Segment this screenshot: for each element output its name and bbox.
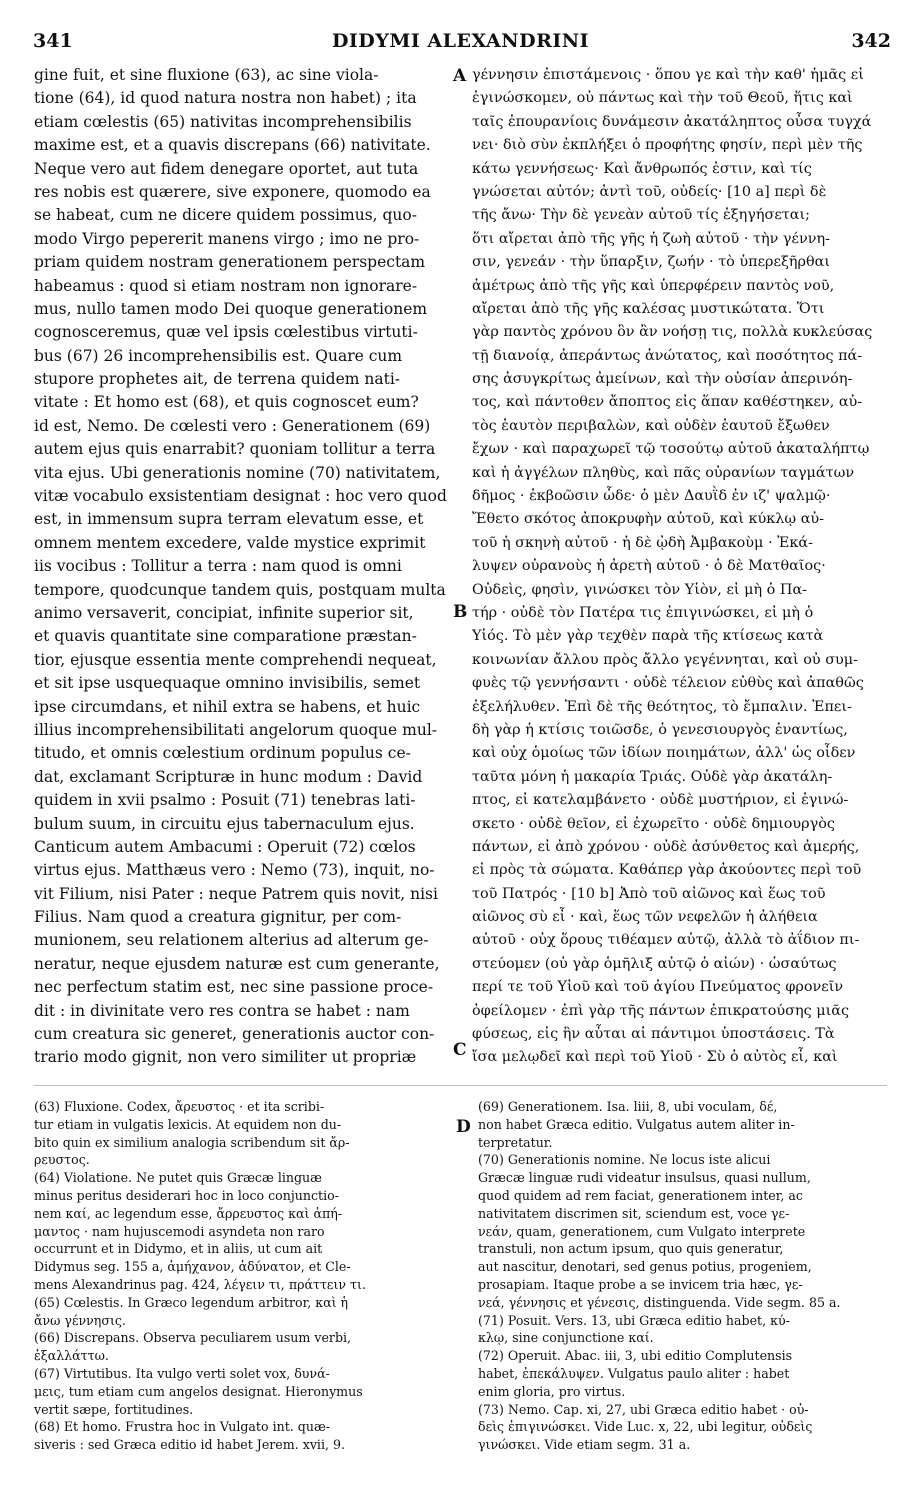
latin-text-line: munionem, seu relationem alterius ad alterum ge- [34, 931, 429, 950]
greek-text-line: πάντων, εἰ ἀπὸ χρόνου · οὐδὲ ἀσύνθετος καὶ ἀμερής, [472, 838, 860, 855]
footnote-line: habet, ἐπεκάλυψεν. Vulgatus paulo aliter : habet [478, 1365, 790, 1381]
greek-text-line: τοῦ ἡ σκηνὴ αὐτοῦ · ἡ δὲ ᾠδὴ Ἀμβακοὺμ · Ἐκά- [472, 534, 813, 551]
footnote-line: bito quin ex similium analogia scribendum sit ἄρ- [34, 1134, 350, 1150]
running-title: DIDYMI ALEXANDRINI [331, 30, 590, 52]
latin-text-line: ipse circumdans, et nihil extra se habens, et huic [34, 697, 421, 716]
latin-text-line: dat, exclamant Scripturæ in hunc modum : David [34, 767, 423, 786]
latin-text-line: quidem in xvii psalmo : Posuit (71) tenebras lati- [34, 791, 416, 810]
footnote-line: (71) Posuit. Vers. 13, ubi Græca editio habet, κύ- [478, 1312, 790, 1328]
greek-column [472, 64, 887, 1070]
footnote-line: (73) Nemo. Cap. xi, 27, ubi Græca editio habet · οὐ- [478, 1401, 809, 1417]
greek-text-line: ἀμέτρως ἀπὸ τῆς γῆς καὶ ὑπερφέρειν παντὸς νοῦ, [472, 277, 835, 294]
greek-text-line: καὶ οὐχ ὁμοίως τῶν ἰδίων ποιημάτων, ἀλλ' ὡς οἶδεν [472, 745, 856, 762]
footnote-line: γινώσκει. Vide etiam segm. 31 a. [478, 1437, 691, 1453]
greek-text-line: περί τε τοῦ Υἱοῦ καὶ τοῦ ἁγίου Πνεύματος φρονεῖν [472, 979, 844, 996]
greek-text-line: τὸς ἑαυτὸν περιβαλὼν, καὶ οὐδὲν ἑαυτοῦ ἔξωθεν [472, 417, 830, 434]
greek-text-line: δῆμος · ἐκβοῶσιν ὧδε· ὁ μὲν Δαυῒδ ἐν ιζ' ψαλμῷ· [472, 488, 831, 505]
footnote-line: δεὶς ἐπιγινώσκει. Vide Luc. x, 22, ubi legitur, οὐδεὶς [478, 1419, 813, 1435]
greek-text-line: ὅτι αἴρεται ἀπὸ τῆς γῆς ἡ ζωὴ αὐτοῦ · τὴν γέννη- [472, 230, 830, 247]
latin-text-line: tior, ejusque essentia mente comprehendi nequeat, [34, 650, 437, 669]
latin-text-line: vitæ vocabulo exsistentiam designat : hoc vero quod [34, 487, 447, 506]
latin-text-line: est, in immensum supra terram elevatum esse, et [34, 510, 424, 529]
greek-text-line: ἴσα μελῳδεῖ καὶ περὶ τοῦ Υἱοῦ · Σὺ ὁ αὐτὸς εἶ, καὶ [472, 1049, 838, 1066]
greek-text-line: ἔχων · καὶ παραχωρεῖ τῷ τοσούτῳ αὐτοῦ ἀκαταλήπτῳ [472, 441, 870, 458]
footnote-line: minus peritus desiderari hoc in loco conjunctio- [34, 1187, 339, 1203]
page-number-left: 341 [33, 30, 73, 52]
greek-text-line: νει· διὸ σὺν ἐκπλήξει ὁ προφήτης φησίν, περὶ μὲν τῆς [472, 137, 863, 154]
footnote-line: occurrunt et in Didymo, et in aliis, ut cum ait [34, 1241, 323, 1257]
latin-text-line: stupore prophetes ait, de terrena quidem nati- [34, 370, 401, 389]
greek-text-line: αἴρεται ἀπὸ τῆς γῆς καλέσας μυστικώτατα. Ὅτι [472, 300, 825, 317]
footnotes-left [34, 1098, 452, 1454]
latin-text-line: mus, nullo tamen modo Dei quoque generationem [34, 299, 428, 318]
page-number-right: 342 [851, 30, 891, 52]
latin-text-line: cum creatura sic generet, generationis auctor con- [34, 1025, 435, 1044]
greek-text-line: τήρ · οὐδὲ τὸν Πατέρα τις ἐπιγινώσκει, εἰ μὴ ὁ [472, 604, 814, 621]
footnote-line: aut nascitur, denotari, sed genus potius, progeniem, [478, 1259, 812, 1275]
footnote-line: Didymus seg. 155 a, ἀμήχανον, ἀδύνατον, et Cle- [34, 1259, 351, 1275]
latin-text-line: Neque vero aut fidem denegare oportet, aut tuta [34, 159, 419, 178]
footnote-line: mens Alexandrinus pag. 424, λέγειν τι, πράττειν τι. [34, 1276, 366, 1292]
latin-text-line: cognosceremus, quæ vel ipsis cœlestibus virtuti- [34, 323, 418, 342]
greek-text-line: σης ἀσυγκρίτως ἀμείνων, καὶ τὴν οὐσίαν ἀπερινόη- [472, 371, 853, 388]
greek-text-line: τῆς ἄνω· Τὴν δὲ γενεὰν αὐτοῦ τίς ἐξηγήσεται; [472, 207, 810, 224]
footnote-line: tur etiam in vulgatis lexicis. At equidem non du- [34, 1116, 342, 1132]
footnote-line: (63) Fluxione. Codex, ἄρευστος · et ita scribi- [34, 1099, 325, 1114]
footnote-line: nem καί, ac legendum esse, ἄρρευστος καὶ ἀπή- [34, 1205, 343, 1221]
footnote-line: Græcæ linguæ rudi videatur insulsus, quasi nullum, [478, 1170, 811, 1186]
footnote-line: quod quidem ad rem faciat, generationem inter, ac [478, 1187, 803, 1203]
latin-text-line: et sit ipse usquequaque omnino invisibilis, semet [34, 674, 421, 693]
footnote-line: (69) Generationem. Isa. liii, 8, ubi voculam, δέ, [478, 1099, 778, 1114]
greek-text-line: τῇ διανοίᾳ, ἀπεράντως ἀνώτατος, καὶ ποσότητος πά- [472, 347, 863, 364]
footnote-line: νεά, γέννησις et γένεσις, distinguenda. Vide segm. 85 a. [478, 1294, 841, 1310]
footnote-line: vertit sæpe, fortitudines. [34, 1401, 194, 1417]
footnote-line: transtuli, non actum ipsum, quo quis generatur, [478, 1241, 784, 1257]
latin-text-line: modo Virgo pepererit manens virgo ; imo ne pro- [34, 229, 420, 248]
latin-text-line: res nobis est quærere, sive exponere, quomodo ea [34, 182, 431, 201]
greek-text-line: φύσεως, εἰς ἣν αὗται αἱ πάντιμοι ὑποστάσεις. Τὰ [472, 1026, 835, 1043]
greek-text-line: κάτω γεννήσεως· Καὶ ἄνθρωπός ἐστιν, καὶ τίς [472, 160, 812, 177]
footnote-line: ἐξαλλάττω. [34, 1348, 109, 1364]
greek-text-line: γνώσεται αὐτόν; ἀντὶ τοῦ, οὐδείς· [10 a] περὶ δὲ [472, 183, 827, 200]
latin-text-line: autem ejus quis enarrabit? quoniam tollitur a terra [34, 440, 436, 459]
greek-text-line: γέννησιν ἐπιστάμενοις · ὅπου γε καὶ τὴν καθ' ἡμᾶς εἰ [472, 67, 864, 83]
latin-text-line: neratur, neque ejusdem naturæ est cum generante, [34, 954, 440, 973]
greek-text-line: Ἔθετο σκότος ἀποκρυφὴν αὐτοῦ, καὶ κύκλῳ αὐ- [472, 511, 825, 528]
footnote-line: (65) Cœlestis. In Græco legendum arbitror, καὶ ἡ [34, 1294, 349, 1310]
greek-text-line: ταῖς ἐπουρανίοις δυνάμεσιν ἀκατάληπτος οὖσα τυγχά [472, 113, 872, 130]
section-marker-c: C [453, 1040, 467, 1060]
section-marker-d: D [456, 1117, 471, 1137]
footnote-line: ρευστος. [34, 1152, 90, 1168]
latin-text-line: bulum suum, in circuitu ejus tabernaculum ejus. [34, 814, 415, 833]
latin-text-line: omnem mentem excedere, valde mystice exprimit [34, 533, 426, 552]
footnote-line: non habet Græca editio. Vulgatus autem aliter in- [478, 1116, 795, 1132]
greek-text-line: ἐγινώσκομεν, οὐ πάντως καὶ τὴν τοῦ Θεοῦ, ἥτις καὶ [472, 90, 853, 107]
latin-text-line: Canticum autem Ambacumi : Operuit (72) cœlos [34, 837, 416, 856]
greek-text-line: δὴ γὰρ ἡ κτίσις τοιῶσδε, ὁ γενεσιουργὸς ἐναντίως, [472, 721, 848, 738]
greek-text-line: σιν, γενεάν · τὴν ὕπαρξιν, ζωήν · τὸ ὑπερεξῆρθαι [472, 254, 831, 271]
running-header [0, 30, 921, 54]
latin-text-line: tione (64), id quod natura nostra non habet) ; ita [34, 89, 417, 108]
section-marker-b: B [453, 602, 468, 622]
footnote-line: μαντος · nam hujuscemodi asyndeta non raro [34, 1223, 325, 1239]
greek-text-line: τος, καὶ πάντοθεν ἄποπτος εἰς ἅπαν καθέστηκεν, αὐ- [472, 394, 863, 411]
footnotes-right [478, 1098, 888, 1454]
latin-text-line: maxime est, et a quavis discrepans (66) nativitate. [34, 136, 431, 155]
footnote-line: nativitatem discrimen sit, sciendum est, voce γε- [478, 1205, 790, 1221]
footnote-line: (66) Discrepans. Observa peculiarem usum verbi, [34, 1330, 352, 1346]
footnote-line: νεάν, quam, generationem, cum Vulgato interprete [478, 1223, 806, 1239]
greek-text-line: ἐξελήλυθεν. Ἐπὶ δὲ τῆς θεότητος, τὸ ἔμπαλιν. Ἐπει- [472, 698, 852, 715]
greek-text-line: τοῦ Πατρός · [10 b] Ἀπὸ τοῦ αἰῶνος καὶ ἕως τοῦ [472, 885, 826, 902]
greek-text-line: ταῦτα μόνη ἡ μακαρία Τριάς. Οὐδὲ γὰρ ἀκατάλη- [472, 768, 833, 785]
latin-text-line: Filius. Nam quod a creatura gignitur, per com- [34, 908, 402, 927]
footnote-line: μεις, tum etiam cum angelos designat. Hieronymus [34, 1383, 363, 1399]
latin-text-line: vit Filium, nisi Pater : neque Patrem quis novit, nisi [34, 884, 438, 903]
latin-text-line: iis vocibus : Tollitur a terra : nam quod is omni [34, 557, 402, 576]
latin-text-line: vita ejus. Ubi generationis nomine (70) nativitatem, [34, 463, 441, 482]
latin-text-line: id est, Nemo. De cœlesti vero : Generationem (69) [34, 416, 431, 435]
section-marker-a: A [453, 66, 467, 86]
greek-text-line: στεύομεν (οὐ γὰρ ὁμῆλιξ αὐτῷ ὁ αἰών) · ὡσαύτως [472, 955, 837, 972]
greek-text-line: Οὐδεὶς, φησὶν, γινώσκει τὸν Υἱὸν, εἰ μὴ ὁ Πα- [472, 581, 808, 598]
greek-text-line: καὶ ἡ ἀγγέλων πληθὺς, καὶ πᾶς οὐρανίων ταγμάτων [472, 464, 855, 481]
latin-text-line: animo versaverit, concipiat, infinite superior sit, [34, 603, 414, 622]
footnote-line: κλῳ, sine conjunctione καί. [478, 1330, 654, 1346]
latin-text-line: se habeat, cum ne dicere quidem possimus, quo- [34, 206, 417, 225]
latin-text-line: habeamus : quod si etiam nostram non ignorare- [34, 276, 418, 295]
footnote-line: (68) Et homo. Frustra hoc in Vulgato int. quæ- [34, 1419, 331, 1435]
latin-text-line: illius incomprehensibilitati angelorum quoque mul- [34, 720, 438, 739]
footnote-line: (64) Violatione. Ne putet quis Græcæ linguæ [34, 1170, 322, 1186]
latin-text-line: titudo, et omnis cœlestium ordinum populus ce- [34, 744, 411, 763]
footnote-line: enim gloria, pro virtus. [478, 1383, 626, 1399]
greek-text-line: πτος, εἰ κατελαμβάνετο · οὐδὲ μυστήριον, εἰ ἐγινώ- [472, 792, 849, 809]
latin-text-line: trario modo gignit, non vero similiter ut propriæ [34, 1048, 417, 1067]
latin-column [34, 64, 452, 1070]
greek-text-line: γὰρ παντὸς χρόνου ὃν ἂν νοήσῃ τις, πολλὰ κυκλεύσας [472, 324, 873, 341]
greek-text-line: ὀφείλομεν · ἐπὶ γὰρ τῆς πάντων ἐπικρατούσης μιᾶς [472, 1002, 850, 1019]
latin-text-line: vitate : Et homo est (68), et quis cognoscet eum? [34, 393, 419, 412]
greek-text-line: αὐτοῦ · οὐχ ὅρους τιθέαμεν αὐτῷ, ἀλλὰ τὸ ἀΐδιον πι- [472, 932, 860, 949]
greek-text-line: αἰῶνος σὺ εἶ · καὶ, ἕως τῶν νεφελῶν ἡ ἀλήθεια [472, 909, 818, 926]
latin-text-line: et quavis quantitate sine comparatione præstan- [34, 627, 417, 646]
footnote-divider [34, 1085, 887, 1086]
greek-text-line: Υἱός. Τὸ μὲν γὰρ τεχθὲν παρὰ τῆς κτίσεως κατὰ [472, 628, 824, 645]
footnote-line: ἄνω γέννησις. [34, 1312, 126, 1328]
greek-text-line: κοινωνίαν ἄλλου πρὸς ἄλλο γεγέννηται, καὶ οὐ συμ- [472, 651, 858, 668]
latin-text-line: virtus ejus. Matthæus vero : Nemo (73), inquit, no- [34, 861, 435, 880]
greek-text-line: εἰ πρὸς τὰ σώματα. Καθάπερ γὰρ ἀκούοντες περὶ τοῦ [472, 862, 862, 879]
footnote-line: (72) Operuit. Abac. iii, 3, ubi editio Complutensis [478, 1348, 793, 1364]
footnote-line: prosapiam. Itaque probe a se invicem tria hæc, γε- [478, 1276, 803, 1292]
latin-text-line: gine fuit, et sine fluxione (63), ac sine viola- [34, 66, 379, 84]
footnote-line: siveris : sed Græca editio id habet Jerem. xvii, 9. [34, 1437, 346, 1453]
footnote-line: terpretatur. [478, 1134, 553, 1150]
footnote-line: (67) Virtutibus. Ita vulgo verti solet vox, δυνά- [34, 1365, 330, 1381]
latin-text-line: nec perfectum statim est, nec sine passione proce- [34, 978, 434, 997]
footnote-line: (70) Generationis nomine. Ne locus iste alicui [478, 1152, 771, 1168]
latin-text-line: bus (67) 26 incomprehensibilis est. Quare cum [34, 346, 403, 365]
greek-text-line: σκετο · οὐδὲ θεῖον, εἰ ἐχωρεῖτο · οὐδὲ δημιουργὸς [472, 815, 835, 832]
latin-text-line: dit : in divinitate vero res contra se habet : nam [34, 1001, 410, 1020]
greek-text-line: φυὲς τῷ γεννήσαντι · οὐδὲ τέλειον εὐθὺς καὶ ἀπαθῶς [472, 675, 864, 692]
latin-text-line: priam quidem nostram generationem perspectam [34, 253, 426, 272]
greek-text-line: λυψεν οὐρανοὺς ἡ ἀρετὴ αὐτοῦ · ὁ δὲ Ματθαῖος· [472, 558, 826, 575]
latin-text-line: etiam cœlestis (65) nativitas incomprehensibilis [34, 112, 412, 131]
latin-text-line: tempore, quodcunque tandem quis, postquam multa [34, 580, 446, 599]
